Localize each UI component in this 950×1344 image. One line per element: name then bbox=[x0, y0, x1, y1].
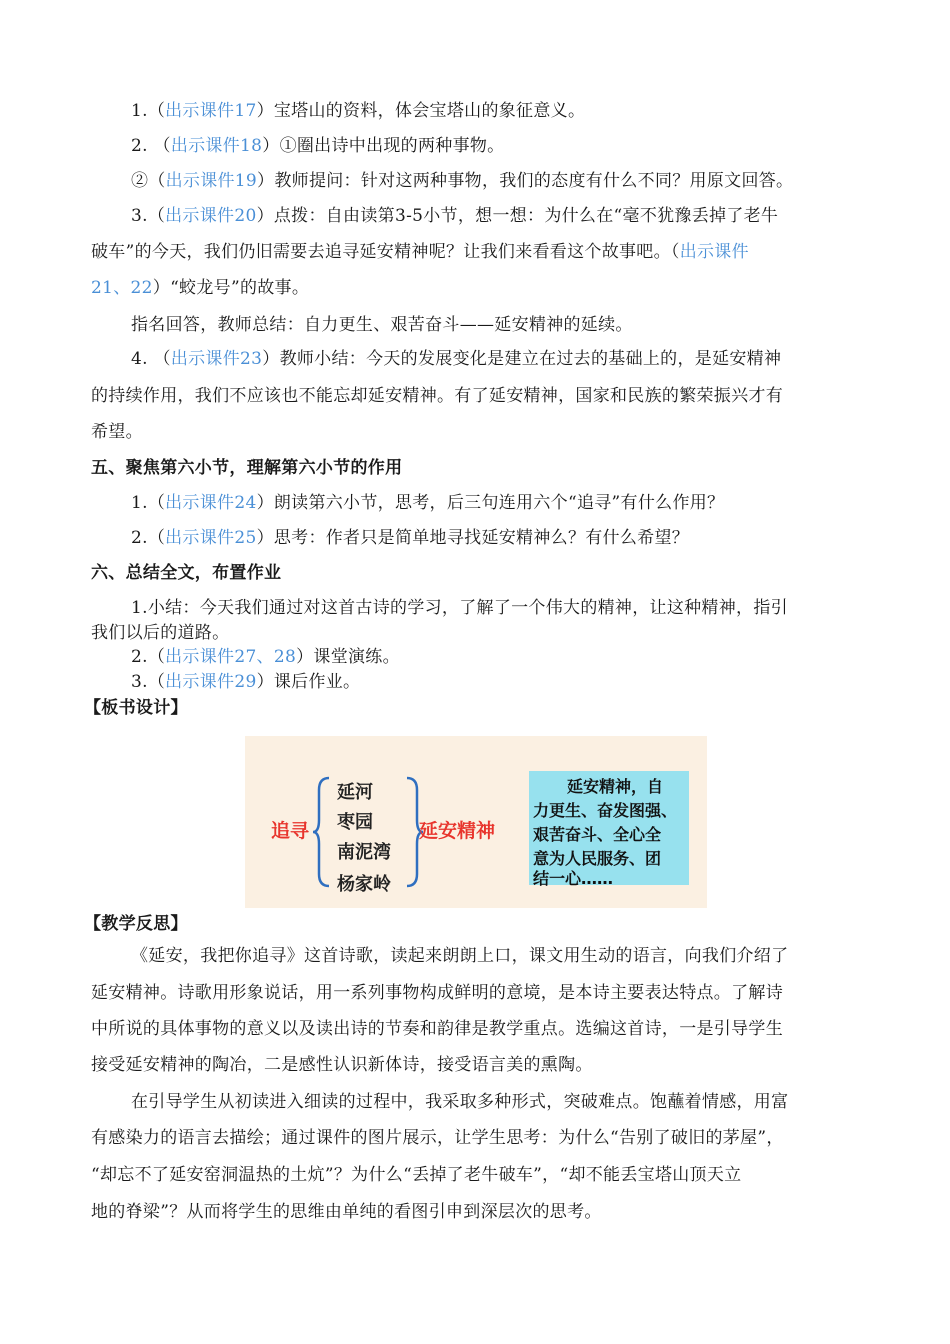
box-line: 力更生、奋发图强、 bbox=[533, 801, 678, 820]
board-place: 南泥湾 bbox=[337, 842, 391, 863]
reflection-line: 在引导学生从初读进入细读的过程中，我采取多种形式，突破难点。饱蘸着情感，用富 bbox=[131, 1092, 789, 1112]
reflection-line: “却忘不了延安窑洞温热的土炕”？为什么“丢掉了老牛破车”，“却不能丢宝塔山顶天立 bbox=[91, 1165, 742, 1185]
step-text: ）课后作业。 bbox=[256, 672, 361, 692]
courseware-link[interactable]: 出示课件25 bbox=[165, 528, 257, 548]
board-middle-label: 延安精神 bbox=[419, 820, 496, 842]
box-line: 意为人民服务、团 bbox=[533, 849, 662, 868]
step-4 bbox=[131, 348, 781, 370]
step-1 bbox=[131, 100, 585, 122]
courseware-link[interactable]: 出示课件23 bbox=[170, 349, 263, 369]
board-left-label: 追寻 bbox=[271, 820, 310, 842]
reflection-line: 接受延安精神的陶冶，二是感性认识新体诗，接受语言美的熏陶。 bbox=[91, 1055, 593, 1075]
board-design-figure bbox=[245, 736, 707, 908]
box-line: 艰苦奋斗、全心全 bbox=[533, 825, 662, 844]
step-text: ）宝塔山的资料，体会宝塔山的象征意义。 bbox=[256, 101, 586, 121]
step-text: ）朗读第六小节，思考，后三句连用六个“追寻”有什么作用？ bbox=[256, 493, 725, 513]
board-place: 枣园 bbox=[337, 812, 373, 833]
section-heading-5: 五、聚焦第六小节，理解第六小节的作用 bbox=[91, 458, 403, 478]
step-text: 1.（ bbox=[131, 493, 166, 513]
board-place: 延河 bbox=[337, 782, 373, 803]
box-line: 延安精神，自 bbox=[567, 777, 664, 796]
step-text: ）思考：作者只是简单地寻找延安精神么？有什么希望？ bbox=[256, 528, 690, 548]
step-text: 指名回答，教师总结：自力更生、艰苦奋斗——延安精神的延续。 bbox=[131, 315, 633, 335]
left-brace-icon bbox=[311, 776, 333, 888]
step-2b bbox=[131, 170, 793, 192]
courseware-link[interactable]: 出示课件29 bbox=[165, 672, 257, 692]
summary-line bbox=[131, 597, 788, 619]
step-3 bbox=[131, 205, 778, 227]
step-text: 希望。 bbox=[91, 422, 143, 442]
step-text: 1.小结：今天我们通过对这首古诗的学习，了解了一个伟大的精神，让这种精神，指引 bbox=[131, 598, 788, 618]
step-2 bbox=[131, 135, 504, 157]
board-design-heading: 【板书设计】 bbox=[84, 698, 188, 718]
step-text: 破车”的今天，我们仍旧需要去追寻延安精神呢？让我们来看看这个故事吧。（ bbox=[91, 242, 680, 262]
section-heading-6: 六、总结全文，布置作业 bbox=[91, 563, 282, 583]
courseware-link[interactable]: 出示课件19 bbox=[165, 171, 258, 191]
step-text: ）“蛟龙号”的故事。 bbox=[152, 278, 310, 298]
step-text: 3.（ bbox=[131, 206, 166, 226]
step-text: ）①圈出诗中出现的两种事物。 bbox=[262, 136, 505, 156]
courseware-link[interactable]: 出示课件24 bbox=[165, 493, 257, 513]
section6-step-2 bbox=[131, 646, 400, 668]
step-text: ）课堂演练。 bbox=[296, 647, 400, 667]
courseware-link[interactable]: 出示课件 bbox=[679, 242, 749, 262]
box-line: 结一心…… bbox=[533, 869, 614, 888]
reflection-line: 中所说的具体事物的意义以及读出诗的节奏和韵律是教学重点。选编这首诗，一是引导学生 bbox=[91, 1019, 783, 1039]
courseware-link[interactable]: 出示课件17 bbox=[165, 101, 257, 121]
summary-line-cont bbox=[91, 622, 229, 644]
courseware-link[interactable]: 出示课件18 bbox=[170, 136, 263, 156]
step-3-cont bbox=[91, 241, 749, 263]
board-place: 杨家岭 bbox=[337, 874, 391, 895]
step-text: 2.（ bbox=[131, 647, 166, 667]
step-text: ）教师小结：今天的发展变化是建立在过去的基础上的，是延安精神 bbox=[262, 349, 782, 369]
step-text: ②（ bbox=[131, 171, 166, 191]
step-text: 1.（ bbox=[131, 101, 166, 121]
reflection-heading: 【教学反思】 bbox=[84, 914, 188, 934]
step-3-cont2 bbox=[91, 277, 309, 299]
step-text: 3.（ bbox=[131, 672, 166, 692]
section5-step-1 bbox=[131, 492, 724, 514]
courseware-link[interactable]: 出示课件27、28 bbox=[165, 647, 297, 667]
step-4-cont bbox=[91, 385, 783, 407]
reflection-line: 地的脊梁”？从而将学生的思维由单纯的看图引申到深层次的思考。 bbox=[91, 1202, 602, 1222]
courseware-link[interactable]: 出示课件20 bbox=[165, 206, 257, 226]
step-text: 2.（ bbox=[131, 528, 166, 548]
board-spirit-box bbox=[529, 771, 689, 888]
reflection-line: 延安精神。诗歌用形象说话，用一系列事物构成鲜明的意境，是本诗主要表达特点。了解诗 bbox=[91, 983, 783, 1003]
step-text: ）点拨：自由读第3-5小节，想一想：为什么在“毫不犹豫丢掉了老牛 bbox=[256, 206, 779, 226]
teacher-summary bbox=[131, 314, 633, 336]
section5-step-2 bbox=[131, 527, 689, 549]
step-text: 4. （ bbox=[131, 349, 171, 369]
step-4-cont2 bbox=[91, 421, 143, 443]
step-text: ）教师提问：针对这两种事物，我们的态度有什么不同？用原文回答。 bbox=[257, 171, 794, 191]
reflection-line: 有感染力的语言去描绘；通过课件的图片展示，让学生思考：为什么“告别了破旧的茅屋”， bbox=[91, 1128, 784, 1148]
section6-step-3 bbox=[131, 671, 360, 693]
reflection-line: 《延安，我把你追寻》这首诗歌，读起来朗朗上口，课文用生动的语言，向我们介绍了 bbox=[131, 946, 789, 966]
step-text: 2. （ bbox=[131, 136, 171, 156]
step-text: 的持续作用，我们不应该也不能忘却延安精神。有了延安精神，国家和民族的繁荣振兴才有 bbox=[91, 386, 783, 406]
courseware-link[interactable]: 21、22 bbox=[91, 278, 153, 298]
step-text: 我们以后的道路。 bbox=[91, 623, 230, 643]
